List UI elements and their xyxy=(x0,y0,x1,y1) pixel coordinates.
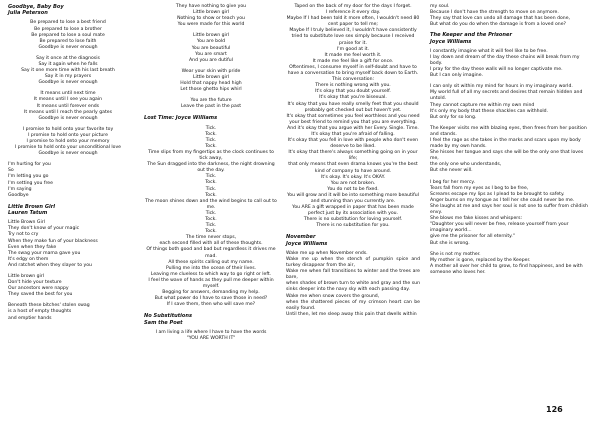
poem-line: But she is wrong. xyxy=(430,240,470,246)
poem-line: They cannot capture me within my own mind xyxy=(430,102,535,108)
poem-line: Wake me when fall transitions to winter and the trees are bare, xyxy=(286,269,420,281)
poem-line: Goodbye xyxy=(8,192,29,198)
stanza xyxy=(286,4,420,229)
poem-line: There is nothing wrong with you. xyxy=(315,83,391,89)
poem-line: Goodbye is never enough xyxy=(38,80,98,86)
poem-line: You are bold xyxy=(196,39,226,45)
poem-line: Wake me up when November ends. xyxy=(286,250,368,256)
poem-body xyxy=(430,4,590,28)
poem-line: Tock. xyxy=(205,217,217,223)
poem-line: It's okay that you doubt yourself. xyxy=(315,89,391,95)
poem-line: But I can only imagine. xyxy=(430,73,483,79)
poem-line: You ARE a gift wrapped in paper that has been made perfect just by its association with you. xyxy=(292,205,414,217)
poem-line: And it's okay that you argue with her Every. Single. Time. xyxy=(287,125,419,131)
poem-line: It means until I reach the pearly gates xyxy=(24,109,112,115)
poem-line: I feel the wave of hands as they pull me deeper within myself. xyxy=(148,277,274,290)
poem-line: Maybe If I had been told it more often, I wouldn't need 80 cent paper to tell me; xyxy=(286,16,420,28)
poem-line: Tock. xyxy=(205,131,217,137)
poem-body xyxy=(144,330,278,342)
stanza xyxy=(8,274,128,298)
poem-line: Goodbye is never enough xyxy=(38,115,98,121)
poem-line: Wake me when snow covers the ground, xyxy=(286,293,380,299)
poem-line: "YOU ARE WORTH IT" xyxy=(186,335,236,341)
poem-line: You are smart xyxy=(195,51,227,57)
poem-line: Even when they fake xyxy=(8,244,57,250)
poem-line: each second filled with all of these thoughts. xyxy=(159,241,263,247)
poem-title: November xyxy=(286,234,316,241)
poem-line: Maybe If I truly believed it, I wouldn't have consistently tried to substitute love sex simply because I received praise for it. xyxy=(289,28,417,46)
poem-line: When they make fun of your blackness xyxy=(8,238,98,244)
poem-line: Begging for answers, demanding my help. xyxy=(162,290,260,296)
stanza xyxy=(144,33,278,63)
poem-title: No Substitutions xyxy=(144,313,193,320)
poem-line: It made me feel worth it. xyxy=(324,52,382,58)
poem-line: I constantly imagine what it will feel like to be free. xyxy=(430,48,548,54)
stanza xyxy=(430,49,590,79)
poem-line: It made me feel like a gift for once. xyxy=(312,58,394,64)
poem-line: Tick. xyxy=(205,223,217,229)
poem-line: It's only my body that these shackles can withhold. xyxy=(430,108,549,114)
poem-body xyxy=(8,220,128,321)
poem-body xyxy=(144,150,278,308)
poem-line: I pray for the day these walls will no longer captivate me. xyxy=(430,67,563,73)
poem-line: when shades of brown turn to white and gray and the sun sinks deeper into the navy sky with each passing day. xyxy=(286,281,420,293)
poem-line: The moon shines down and the wind begins to call out to me. xyxy=(145,198,277,210)
stanza xyxy=(144,330,278,342)
poem-line: Tock. xyxy=(205,229,217,235)
poem-body xyxy=(430,49,590,276)
poem-line: "Daughter you will never be free, release yourself from your imaginary world... xyxy=(430,222,569,234)
poem-line: I promise to hold onto your unconditional love xyxy=(14,145,122,151)
poem-line: Because I don't have the strength to move on anymore. xyxy=(430,10,559,16)
poem-line: Tock. xyxy=(205,180,217,186)
poem-line: Hold that nappy head high xyxy=(180,81,242,87)
poem-line: It's okay that you're afraid of falling. xyxy=(311,131,395,137)
stanza xyxy=(144,150,278,308)
poem-line: It means until forever ends xyxy=(36,103,100,109)
poem-line: the only one who understands, xyxy=(430,162,502,168)
poem-line: Anger burns on my tongue as I tell her she could never be me. xyxy=(430,197,575,203)
poem-body xyxy=(144,33,278,110)
poem-line: There is no substitution for loving yourself. xyxy=(303,217,403,223)
poem-line: You were made for this world xyxy=(177,22,245,28)
poem-line: Tick. xyxy=(205,210,217,216)
poem-body xyxy=(286,251,420,318)
stanza xyxy=(8,220,128,269)
poem-title: Lost Time: Joyce Williams xyxy=(144,115,218,122)
poem-author: Julia Peterson xyxy=(8,10,48,17)
poem-line: It's okay that you fell in love with people who don't even deserve to be liked. xyxy=(287,138,419,150)
poem-line: Oftentimes, I consume myself in self-doubt and have to have a conversation to bring myself back down to Earth. xyxy=(287,64,419,77)
poem-line: A mother all over her child to grow, to find happiness, and be with someone who loves her. xyxy=(430,263,583,275)
poem-line: But she never will. xyxy=(430,168,473,174)
poem-line: Leave the past in the past xyxy=(180,104,242,110)
poem-line: I reference it every day. xyxy=(325,10,381,16)
poem-line: is a host of empty thoughts xyxy=(8,309,72,315)
poem-line: You are not broken. xyxy=(330,180,376,186)
poem-line: So xyxy=(8,168,14,174)
poem-line: Wear your skin with pride xyxy=(181,68,241,74)
poem-line: There is no substitution for you. xyxy=(316,223,390,229)
poem-line: All these spirits calling out my name. xyxy=(168,259,254,265)
poem-title: The Keeper and the Prisoner xyxy=(430,32,513,39)
stanza xyxy=(144,98,278,110)
poem-line: Little brown girl xyxy=(192,74,229,80)
poem-line: It's okay that you have really smelly feet that you should probably get checked out but haven't yet. xyxy=(287,101,419,113)
poem-line: Be prepared to lose faith xyxy=(39,38,97,44)
poem-line: But only for so long. xyxy=(430,114,477,120)
poem-line: Be prepared to lose a soul mate xyxy=(31,32,105,38)
poem-line: It's okay. It's okay. It's OKAY. xyxy=(321,174,385,180)
poem-line: Little Brown Girl xyxy=(8,220,45,226)
poem-line: Nothing to show or teach you xyxy=(177,16,245,22)
poem-line: You are the future xyxy=(190,98,232,104)
poem-line: It means until next time xyxy=(40,91,96,97)
poem-line: Little brown girl xyxy=(192,10,229,16)
poem-line: Until then, let me sleep away this pain that dwells within xyxy=(286,311,417,317)
poem-line: Tick. xyxy=(205,125,217,131)
poem-line: It's edgy on them xyxy=(8,256,49,262)
poem-line: The time never stops, xyxy=(185,235,237,241)
page-number: 126 xyxy=(546,405,563,414)
poem-line: She is not my mother. xyxy=(430,251,481,257)
poem-line: But what power do I have to save those in need? xyxy=(154,296,268,302)
poem-line: I'm saying xyxy=(8,186,32,192)
poem-line: I feel the rage as she takes in the marks and scars upon my body made by my own hands. xyxy=(430,138,581,150)
poem-line: Wake me up when the stench of pumpkin spice and turkey disappear from the air, xyxy=(286,256,420,269)
poem-line: Our ancestors were nappy xyxy=(8,286,69,292)
poem-line: Pulling me into the ocean of their lives. xyxy=(165,265,257,271)
stanza xyxy=(8,303,128,321)
poem-line: Of things both good and bad but regardless it drives me mad. xyxy=(146,247,276,259)
poem-line: Time slips from my fingertips as the clock continues to tick away, xyxy=(148,149,274,162)
poem-line: Tears fall from my eyes as I beg to be free, xyxy=(430,185,529,191)
poem-line: when the shattered pieces of my crimson heart can be easily found. xyxy=(286,299,420,311)
poem-line: My mother is gone, replaced by the Keeper. xyxy=(430,257,531,263)
poem-line: I can only sit within my mind for hours in my imaginary world. xyxy=(430,84,573,90)
poem-author: Sam the Poet xyxy=(144,319,183,326)
poem-line: I promise to hold onto your favorite toy xyxy=(22,126,114,132)
poem-ticks xyxy=(144,126,278,150)
poem-line: give me the prisoner for all eternity." xyxy=(430,234,515,240)
poem-closing xyxy=(8,162,128,199)
poem-body xyxy=(286,4,420,229)
poem-line: It means until I see you again xyxy=(33,97,103,103)
poem-line: I'm letting you go xyxy=(8,174,49,180)
stanza xyxy=(430,126,590,175)
column-2 xyxy=(144,4,278,342)
stanza xyxy=(144,4,278,28)
poem-line: She hisses her tongue and says she will be the only one that loves me, xyxy=(430,150,584,162)
poem-line: Goodbye is never enough xyxy=(38,44,98,50)
poem-line: I promise to hold onto your memory xyxy=(26,139,110,144)
stanza xyxy=(430,252,590,276)
stanza xyxy=(8,20,128,50)
poem-line: Taped on the back of my door for the days I forget. xyxy=(294,4,412,9)
poem-line: My world full of all my secrets and desires that remain hidden and untold. xyxy=(430,90,583,102)
poem-line: Let those ghetto hips whirl xyxy=(180,87,242,93)
poem-line: my soul. xyxy=(430,4,450,9)
poem-line: Try not to cry xyxy=(8,232,39,238)
poem-line: Leaving me clueless to which way to go right or left. xyxy=(150,271,272,277)
stanza xyxy=(144,69,278,93)
poem-title: Goodbye, Baby Boy xyxy=(8,4,64,10)
poem-line: Little brown girl xyxy=(192,33,229,39)
poem-line: Be prepared to lose a best friend xyxy=(30,20,106,26)
poem-line: And you are dutiful xyxy=(189,57,233,63)
poem-line: Beneath these bitches' stolen swag xyxy=(8,303,90,309)
poem-body xyxy=(8,20,128,157)
poem-author: Lauren Tatum xyxy=(8,210,48,217)
poem-line: They saved the best for you xyxy=(8,292,73,298)
poem-line: You do not to be fixed. xyxy=(327,186,379,192)
poem-line: They say that love can undo all damage that has been done, xyxy=(430,16,570,22)
stanza xyxy=(430,180,590,247)
column-4 xyxy=(430,4,590,281)
poem-line: You will grow and it will be into something more beautiful and stunning than you currently are. xyxy=(287,192,419,204)
poem-line: I promise to hold onto your picture xyxy=(28,132,108,138)
poem-line: She blows me fake kisses and whispers: xyxy=(430,216,523,222)
poem-line: Tick. xyxy=(205,174,217,180)
poem-body xyxy=(144,4,278,28)
column-3 xyxy=(286,4,420,318)
stanza xyxy=(8,127,128,157)
stanza xyxy=(144,126,278,150)
poem-line: I beg for her mercy. xyxy=(430,179,475,185)
poem-line: If I save them, then who will save me? xyxy=(166,302,256,308)
poem-line: Be prepared to lose a brother xyxy=(34,26,102,32)
poem-line: Say it again when he falls xyxy=(38,61,98,67)
stanza xyxy=(8,56,128,86)
column-1 xyxy=(8,4,128,327)
stanza xyxy=(286,251,420,318)
poem-line: But what do you do when the damage is from a loved one? xyxy=(430,22,566,28)
poem-line: and emptier hands xyxy=(8,315,52,321)
poem-line: Screams escape my lips as I plead to be brought to safety. xyxy=(430,191,565,197)
poem-line: I'm hurting for you xyxy=(8,162,51,168)
poem-line: It's okay that you're bisexual. xyxy=(319,95,387,101)
poem-line: Goodbye is never enough xyxy=(38,151,98,157)
poem-line: Little brown girl xyxy=(8,274,45,279)
poem-line: I am living a life where I have to have the words xyxy=(155,329,267,335)
poem-line: She laughs at me and says her soul is not one to suffer from childish envy. xyxy=(430,203,588,216)
stanza xyxy=(430,4,590,28)
poem-line: They don't know of your magic xyxy=(8,226,80,232)
poem-line: It's okay that there's always something going on in your life; xyxy=(288,150,418,162)
poem-line: Say it in my prayers xyxy=(44,74,92,80)
stanza xyxy=(8,91,128,121)
poem-line: And ratchet when they slayer to you xyxy=(8,262,92,268)
poem-line: I'm good at it. xyxy=(336,46,370,52)
poem-line: Don't hide your texture xyxy=(8,280,62,286)
poem-line: The swag your mama gave you xyxy=(8,250,81,256)
poem-line: Tick. xyxy=(205,137,217,143)
poem-line: The Keeper visits me with blazing eyes, then frees from her position and stands. xyxy=(430,125,587,137)
poem-line: Tock. xyxy=(205,143,217,149)
poem-line: Say it once at the diagnosis xyxy=(36,55,100,61)
poem-line: I lay down and dream of the day these chains will break from my body. xyxy=(430,54,580,66)
poem-author: Joyce Williams xyxy=(286,240,328,247)
poem-line: They have nothing to give you xyxy=(175,4,247,9)
poem-line: Say it one more time with his last breath xyxy=(21,68,115,74)
poem-line: This conversation: xyxy=(331,77,375,83)
poem-line: that only means that even drama knows you're the best kind of company to have around. xyxy=(288,162,418,174)
stanza xyxy=(8,162,128,199)
stanza xyxy=(430,84,590,121)
poem-line: I'm setting you free xyxy=(8,180,53,186)
poem-line: The Sun dragged into the darkness, the night drowning out the day. xyxy=(147,162,275,174)
poem-title: Little Brown Girl xyxy=(8,203,56,210)
poem-author: Joyce Williams xyxy=(430,38,472,45)
poem-line: It's okay that sometimes you feel worthless and you need your best friend to remind you that you are everything. xyxy=(286,113,420,125)
poem-line: Tick. xyxy=(205,186,217,192)
poem-line: You are beautiful xyxy=(191,45,231,51)
poem-line: Tock. xyxy=(205,192,217,198)
